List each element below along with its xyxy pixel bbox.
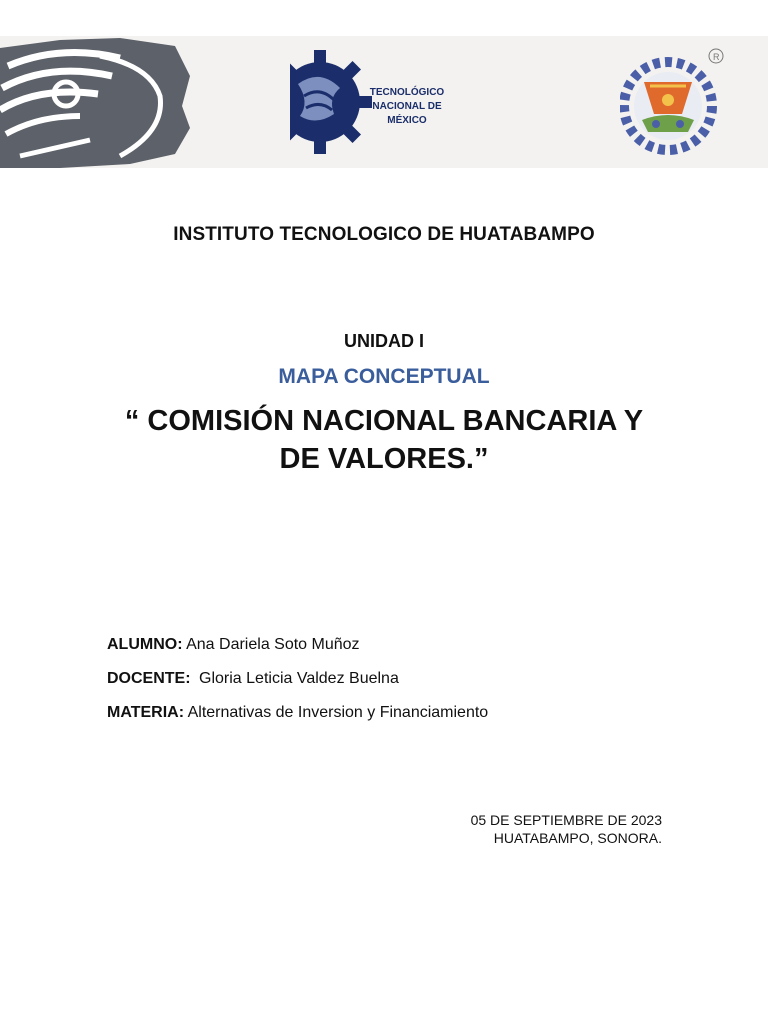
document-date: 05 DE SEPTIEMBRE DE 2023	[470, 812, 662, 828]
teacher-row	[107, 670, 488, 687]
engineer-head-logo	[0, 36, 200, 168]
tecnm-logo-text: TECNOLÓGICO NACIONAL DE MÉXICO	[369, 87, 445, 126]
teacher-name: Gloria Leticia Valdez Buelna	[199, 670, 399, 687]
teacher-label: DOCENTE:	[107, 670, 191, 687]
info-block	[107, 636, 488, 738]
header-banner	[0, 36, 768, 168]
document-title	[84, 402, 684, 478]
unit-label: UNIDAD I	[344, 331, 424, 351]
subject-row	[107, 704, 488, 721]
student-row	[107, 636, 488, 653]
subject-name: Alternativas de Inversion y Financiamiento	[187, 704, 489, 721]
institute-name: INSTITUTO TECNOLOGICO DE HUATABAMPO	[173, 224, 595, 245]
title-line-1: “ COMISIÓN NACIONAL BANCARIA Y	[124, 405, 644, 437]
svg-text:R: R	[713, 52, 720, 62]
student-label: ALUMNO:	[107, 636, 183, 653]
student-name: Ana Dariela Soto Muñoz	[186, 636, 360, 653]
document-place: HUATABAMPO, SONORA.	[493, 830, 662, 846]
subject-label: MATERIA:	[107, 704, 185, 721]
document-subtitle: MAPA CONCEPTUAL	[278, 365, 490, 388]
title-line-2: DE VALORES.”	[279, 443, 489, 475]
date-place-block	[471, 811, 662, 847]
ith-seal-logo	[620, 42, 730, 166]
